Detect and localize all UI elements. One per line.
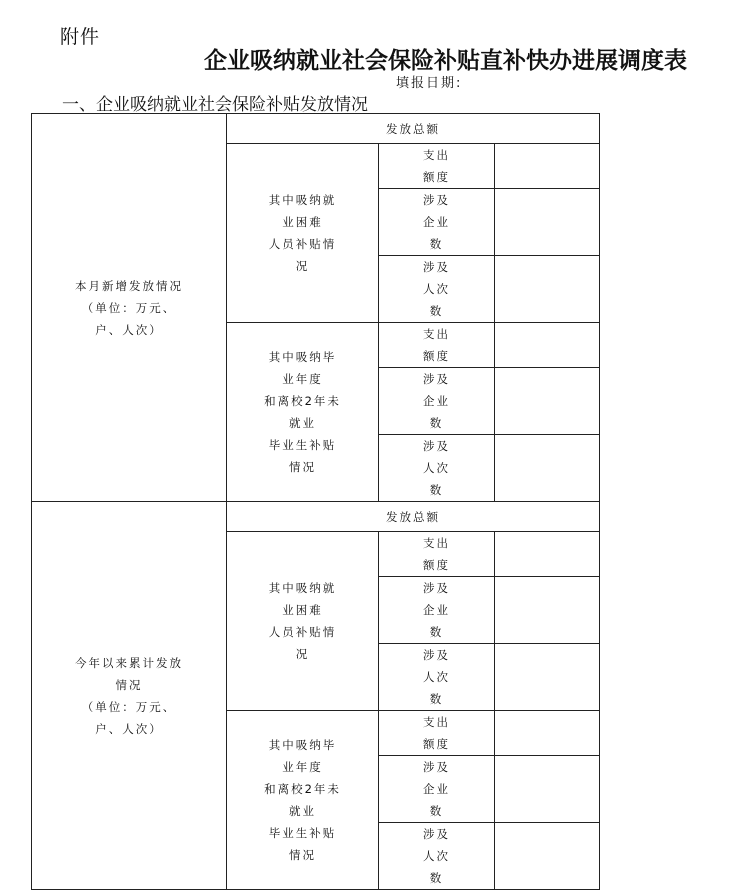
cell-text-line: 情况 [289,848,316,862]
value-input-cell[interactable] [495,756,600,823]
fill-date-label: 填报日期: [396,76,463,91]
subsidy-progress-table [31,113,600,890]
cell-text-line: 本月新增发放情况 [75,278,183,293]
cell-text-line: 数 [429,416,444,430]
value-input-cell[interactable] [495,435,600,502]
item-label-cell [379,323,495,368]
item-label-cell [379,577,495,644]
section-title: 一、企业吸纳就业社会保险补贴发放情况 [62,95,368,115]
cell-text-line: 数 [429,304,444,318]
item-label-cell [379,756,495,823]
group-label-cell [227,532,379,711]
cell-text-line: 人次 [423,849,450,863]
cell-text-line: 涉及 [423,581,450,595]
item-label-cell [379,435,495,502]
table-row [32,502,600,532]
cell-text-line: 况 [295,259,310,273]
cell-text-line: 支出 [423,715,450,729]
cell-text-line: 情况 [115,677,143,692]
item-label-cell [379,823,495,890]
cell-text-line: 涉及 [423,439,450,453]
cell-text-line: 人次 [423,670,450,684]
cell-text-line: 涉及 [423,372,450,386]
value-input-cell[interactable] [495,256,600,323]
cell-text-line: 额度 [423,170,450,184]
cell-text-line: 业困难 [282,603,323,617]
value-input-cell[interactable] [495,823,600,890]
cell-text-line: 业年度 [282,372,323,386]
item-label-cell [379,189,495,256]
cell-text-line: 人次 [423,282,450,296]
value-input-cell[interactable] [495,532,600,577]
cell-text-line: 其中吸纳就 [268,581,337,595]
value-input-cell[interactable] [495,644,600,711]
cell-text-line: （单位：万元、 [81,300,177,315]
cell-text-line: 涉及 [423,827,450,841]
cell-text-line: 数 [429,625,444,639]
group-label-cell [227,711,379,890]
cell-text-line: 其中吸纳毕 [268,738,337,752]
item-label-cell [379,256,495,323]
cell-text-line: （单位：万元、 [81,699,177,714]
cell-text-line: 人次 [423,461,450,475]
cell-text-line: 毕业生补贴 [268,826,337,840]
value-input-cell[interactable] [495,144,600,189]
value-input-cell[interactable] [495,323,600,368]
cell-text-line: 其中吸纳就 [268,193,337,207]
cell-text-line: 额度 [423,349,450,363]
block-label-cell [32,114,227,502]
cell-text-line: 企业 [423,394,450,408]
cell-text-line: 支出 [423,536,450,550]
value-input-cell[interactable] [495,577,600,644]
cell-text-line: 今年以来累计发放 [75,655,183,670]
value-input-cell[interactable] [495,368,600,435]
cell-text-line: 人员补贴情 [268,237,337,251]
cell-text-line: 数 [429,483,444,497]
table-row [32,114,600,144]
cell-text-line: 户、人次） [95,721,163,736]
item-label-cell [379,644,495,711]
cell-text-line: 支出 [423,327,450,341]
cell-text-line: 和离校2年未 [264,782,341,796]
cell-text-line: 涉及 [423,260,450,274]
cell-text-line: 业年度 [282,760,323,774]
cell-text-line: 数 [429,237,444,251]
cell-text-line: 额度 [423,558,450,572]
cell-text-line: 其中吸纳毕 [268,350,337,364]
cell-text-line: 就业 [289,416,316,430]
item-label-cell [379,144,495,189]
cell-text-line: 和离校2年未 [264,394,341,408]
page-title: 企业吸纳就业社会保险补贴直补快办进展调度表 [204,47,687,74]
cell-text-line: 涉及 [423,760,450,774]
cell-text-line: 数 [429,804,444,818]
cell-text-line: 涉及 [423,648,450,662]
cell-text-line: 况 [295,647,310,661]
total-amount-label: 发放总额 [227,114,600,144]
item-label-cell [379,368,495,435]
item-label-cell [379,532,495,577]
cell-text-line: 就业 [289,804,316,818]
cell-text-line: 业困难 [282,215,323,229]
value-input-cell[interactable] [495,711,600,756]
cell-text-line: 人员补贴情 [268,625,337,639]
total-amount-label: 发放总额 [227,502,600,532]
cell-text-line: 企业 [423,603,450,617]
cell-text-line: 额度 [423,737,450,751]
cell-text-line: 企业 [423,215,450,229]
cell-text-line: 涉及 [423,193,450,207]
cell-text-line: 数 [429,871,444,885]
cell-text-line: 情况 [289,460,316,474]
block-label-cell [32,502,227,890]
group-label-cell [227,323,379,502]
value-input-cell[interactable] [495,189,600,256]
item-label-cell [379,711,495,756]
cell-text-line: 数 [429,692,444,706]
cell-text-line: 毕业生补贴 [268,438,337,452]
attachment-label: 附件 [60,26,101,48]
cell-text-line: 企业 [423,782,450,796]
cell-text-line: 户、人次） [95,322,163,337]
cell-text-line: 支出 [423,148,450,162]
group-label-cell [227,144,379,323]
